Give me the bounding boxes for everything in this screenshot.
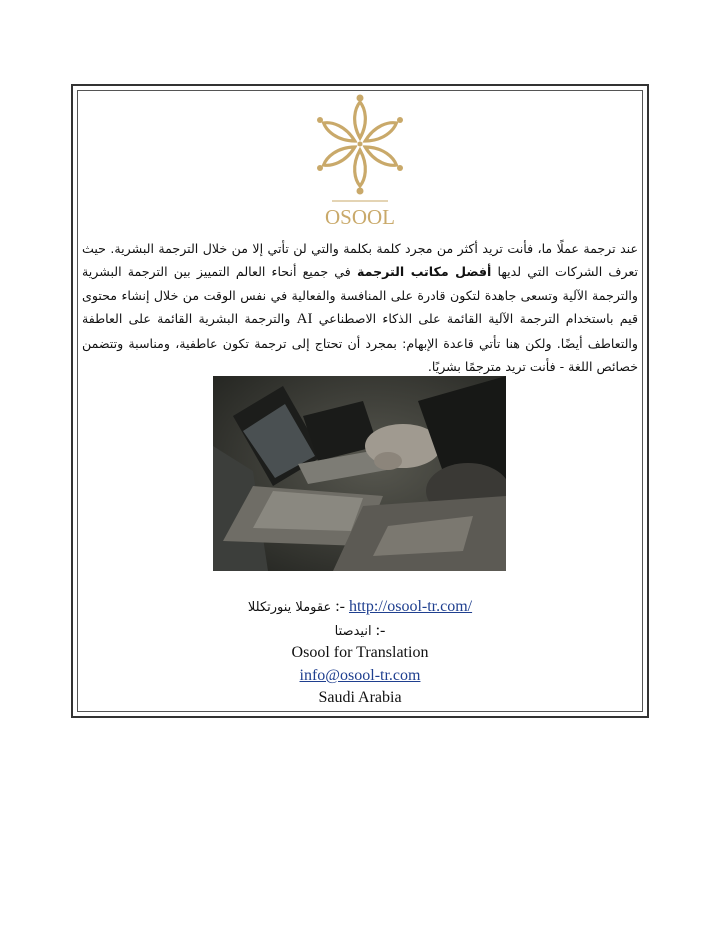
website-label: عقوملا ينورتكللا	[247, 600, 332, 615]
website-link[interactable]: http://osool-tr.com/	[348, 598, 473, 615]
flower-logo-icon	[312, 92, 408, 234]
address-label: انيدصتا	[334, 624, 372, 639]
company-name: Osool for Translation	[291, 644, 429, 661]
address-separator: :-	[375, 622, 386, 639]
website-line	[120, 598, 600, 616]
logo-wordmark: OSOOL	[324, 205, 396, 229]
osool-logo	[312, 92, 408, 234]
website-separator: :-	[335, 598, 345, 615]
laptop-meeting-photo-icon	[213, 376, 506, 571]
article-text-part1: عند ترجمة عملًا ما، فأنت تريد أكثر من مجرد كلمة بكلمة والتي لن تأتي إلا من خلال الترجمة البشرية. حيث تعرف الشركات التي لديها	[82, 241, 638, 280]
address-line	[120, 622, 600, 640]
email-link[interactable]: info@osool-tr.com	[299, 667, 421, 684]
best-translation-offices-link[interactable]: أفضل مكاتب الترجمة	[357, 264, 492, 280]
article-text-part2: في جميع أنحاء العالم التمييز بين الترجمة البشرية والترجمة الآلية وتسعى جاهدة لتكون قادرة على المنافسة والفعالية في نفس الوقت من خلال إنشاء محتوى قيم باستخدام الترجمة الآلية القائمة على الذكاء الاصطناعي	[82, 264, 638, 327]
email-line	[120, 667, 600, 685]
article-paragraph	[82, 237, 638, 378]
country: Saudi Arabia	[318, 689, 402, 706]
ai-term: AI	[296, 311, 313, 328]
meeting-photo	[213, 376, 506, 571]
article-text-part3: والترجمة البشرية القائمة على العاطفة والتعاطف أيضًا. ولكن هنا تأتي قاعدة الإبهام: بمجرد أن تحتاج إلى ترجمة تكون عاطفية، ومناسبة وتتضمن خصائص اللغة - فأنت تريد مترجمًا بشريًا.	[82, 311, 638, 375]
